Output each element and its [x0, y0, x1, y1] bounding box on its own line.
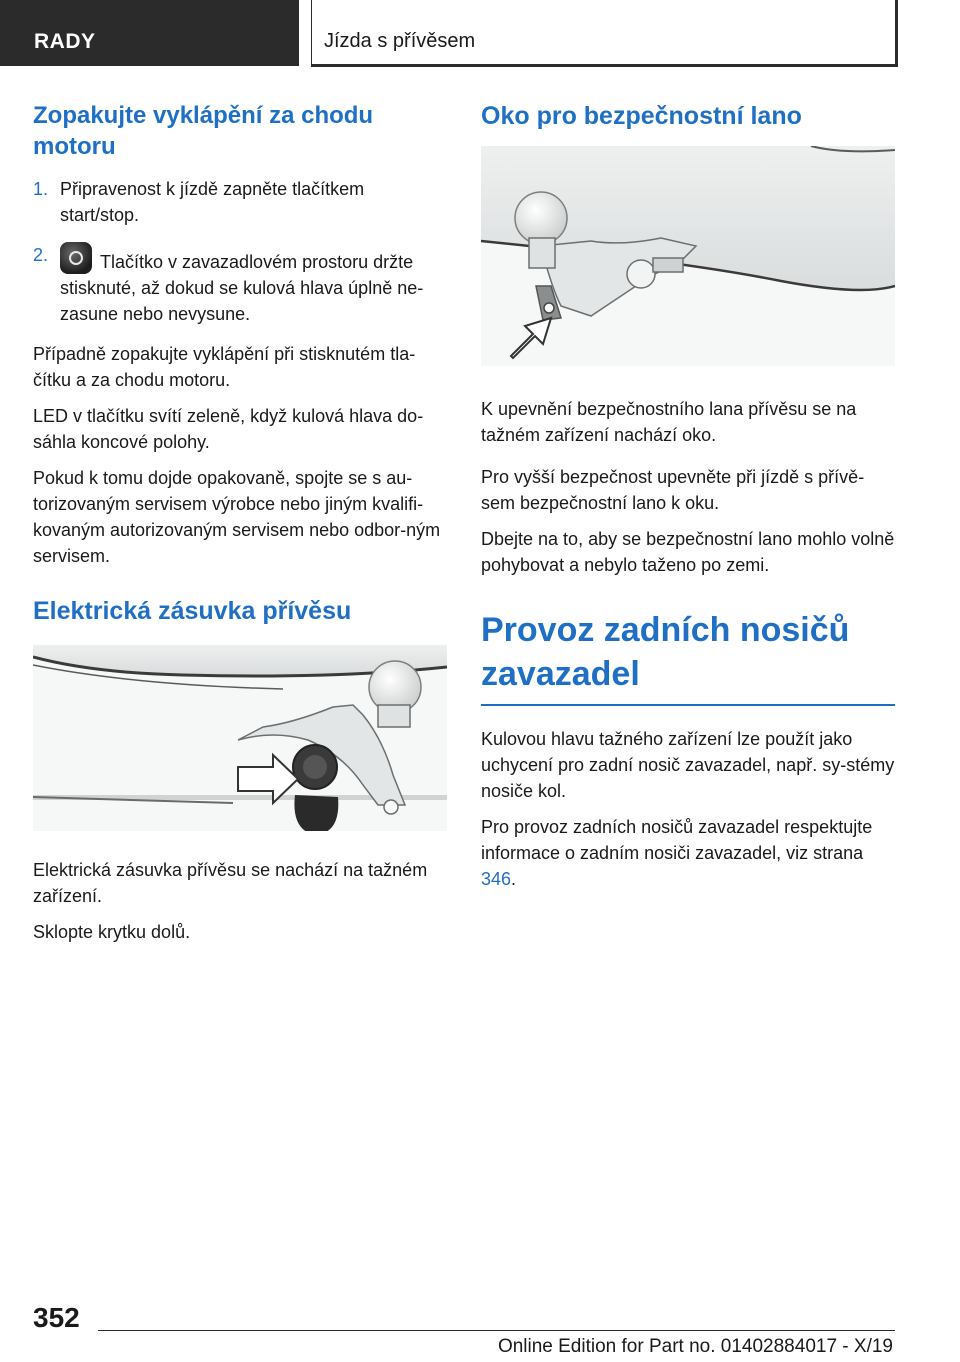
subsection-title-retract: Zopakujte vyklápění za chodu motoru [33, 102, 374, 160]
safety-eye-illustration [481, 146, 895, 366]
header-section-tab [0, 0, 299, 66]
paragraph: Sklopte krytku dolů. [33, 922, 191, 942]
tow-hitch-button-icon [60, 242, 92, 274]
steps-list [33, 176, 447, 327]
left-column [33, 100, 447, 955]
paragraph [481, 814, 895, 892]
footer-edition: Online Edition for Part no. 01402884017 - X/19 [497, 1336, 893, 1357]
page-number: 352 [33, 1302, 80, 1333]
paragraph: Pokud k tomu dojde opakovaně, spojte se s au‐torizovaným servisem výrobce nebo jiným kvalifi‐kovaným autorizovaným servisem nebo odbor‐ným servisem. [33, 468, 441, 566]
step-text: Tlačítko v zavazadlovém prostoru držte stisknuté, až dokud se kulová hlava úplně ne‐zasune nebo nevysune. [60, 252, 424, 324]
paragraph: Dbejte na to, aby se bezpečnostní lano mohlo volně pohybovat a nebylo taženo po zemi. [481, 529, 895, 575]
trailer-socket-illustration [33, 645, 447, 831]
paragraph: Případně zopakujte vyklápění při stisknutém tla‐čítku a za chodu motoru. [33, 344, 416, 390]
step-text: Připravenost k jízdě zapněte tlačítkem start/stop. [60, 179, 365, 225]
section-title-rear-carriers: Provoz zadních nosičů zavazadel [481, 608, 895, 706]
step-item [33, 242, 447, 327]
paragraph: Pro vyšší bezpečnost upevněte při jízdě s přívě‐sem bezpečnostní lano k oku. [481, 467, 865, 513]
step-item [33, 176, 447, 228]
section-title-safety-eye: Oko pro bezpečnostní lano [481, 102, 802, 130]
footer-divider [98, 1330, 895, 1331]
page-reference-link[interactable]: 346 [481, 869, 512, 889]
header-section-label: RADY [34, 30, 96, 53]
header-chapter-box [311, 0, 898, 67]
header-chapter-label: Jízda s přívěsem [324, 30, 476, 52]
paragraph-text: Pro provoz zadních nosičů zavazadel respektujte informace o zadním nosiči zavazadel, viz strana [481, 817, 873, 863]
paragraph: Kulovou hlavu tažného zařízení lze použít jako uchycení pro zadní nosič zavazadel, např. sy‐stémy nosiče kol. [481, 729, 895, 801]
paragraph-text-end: . [511, 869, 517, 889]
step-number: 2. [33, 245, 49, 265]
step-number: 1. [33, 179, 49, 199]
paragraph: LED v tlačítku svítí zeleně, když kulová hlava do‐sáhla koncové polohy. [33, 406, 424, 452]
paragraph: Elektrická zásuvka přívěsu se nachází na tažném zařízení. [33, 860, 428, 906]
section-title-socket: Elektrická zásuvka přívěsu [33, 597, 352, 625]
right-column [481, 100, 895, 902]
paragraph: K upevnění bezpečnostního lana přívěsu se na tažném zařízení nachází oko. [481, 399, 857, 445]
